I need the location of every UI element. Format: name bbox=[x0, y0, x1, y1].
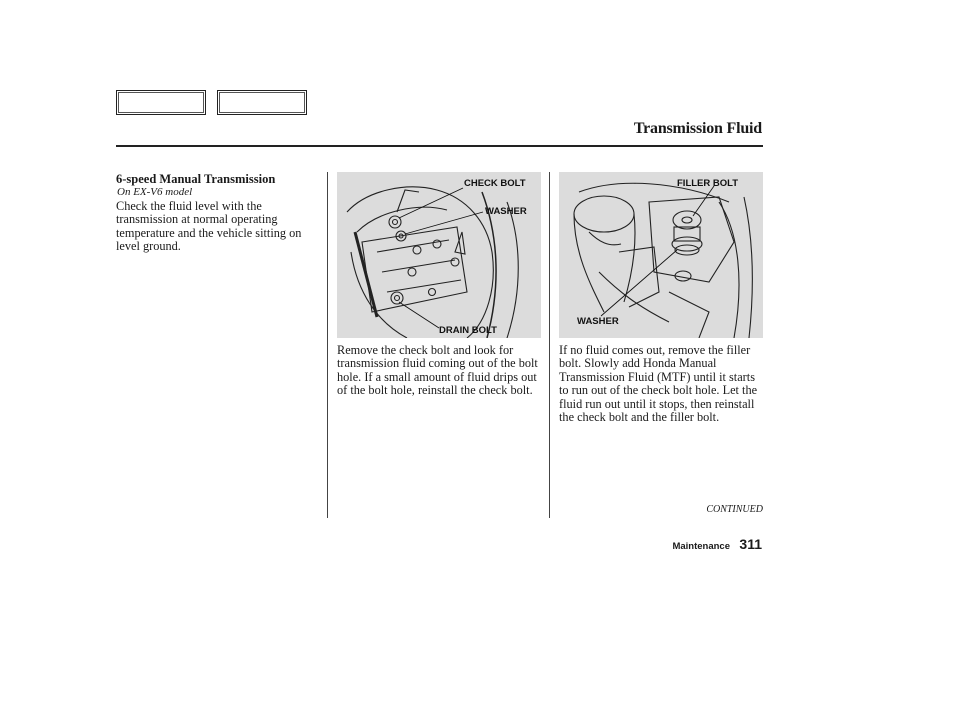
washer-label-right: WASHER bbox=[577, 316, 619, 327]
filler-bolt-label: FILLER BOLT bbox=[677, 178, 739, 189]
section-subheading: On EX-V6 model bbox=[117, 186, 193, 198]
nav-button-contents[interactable] bbox=[116, 90, 206, 115]
section-heading: 6-speed Manual Transmission bbox=[116, 172, 276, 186]
column-divider-1 bbox=[327, 172, 328, 518]
drain-bolt-label: DRAIN BOLT bbox=[439, 325, 497, 336]
step-check-bolt-text: Remove the check bolt and look for transmission fluid coming out of the bolt hole. If a small amount of fluid drips out of the bolt hole, reinstall the check bolt. bbox=[337, 343, 538, 398]
page-number: 311 bbox=[739, 536, 762, 552]
nav-button-index[interactable] bbox=[217, 90, 307, 115]
filler-bolt-figure bbox=[559, 172, 763, 338]
transmission-case-illustration bbox=[337, 172, 541, 338]
continued-note: CONTINUED bbox=[706, 504, 763, 515]
check-bolt-label: CHECK BOLT bbox=[464, 178, 526, 189]
intro-column bbox=[116, 172, 316, 254]
step-filler-bolt-text: If no fluid comes out, remove the filler bolt. Slowly add Honda Manual Transmission Fluid (MTF) until it starts to run out of the check bolt hole. Let the fluid run out until it stops, then reinstall the check bolt and the filler bolt. bbox=[559, 343, 758, 425]
page-title: Transmission Fluid bbox=[633, 120, 762, 137]
footer-section-name: Maintenance bbox=[672, 541, 730, 552]
intro-text: Check the fluid level with the transmission at normal operating temperature and the vehicle sitting on level ground. bbox=[116, 199, 302, 254]
check-bolt-figure bbox=[337, 172, 541, 338]
title-divider bbox=[116, 145, 763, 147]
column-divider-2 bbox=[549, 172, 550, 518]
washer-label-left: WASHER bbox=[485, 206, 527, 217]
filler-bolt-illustration bbox=[559, 172, 763, 338]
